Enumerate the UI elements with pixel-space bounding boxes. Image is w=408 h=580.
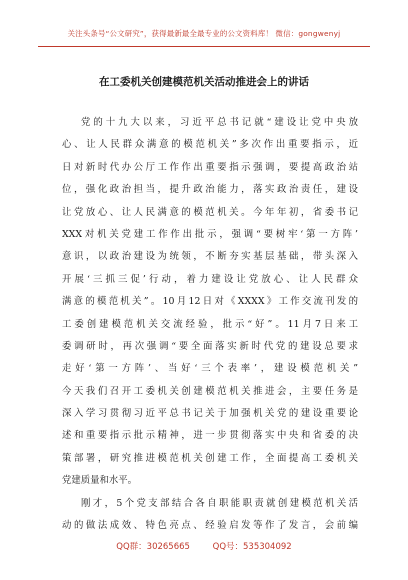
body-line: 日对新时代办公厅工作作出重要指示强调，要提高政治站	[62, 161, 358, 173]
body-line: 委调研时，再次强调“要全面落实新时代党的建设总要求	[62, 340, 358, 352]
body-line: 走好‘第一方阵’、当好‘三个表率’，建设模范机关”	[62, 363, 358, 375]
document-body	[62, 112, 358, 537]
footer-qq-group: QQ群：30265665	[116, 542, 190, 552]
header-divider	[38, 46, 370, 47]
body-line: 开展‘三抓三促’行动，着力建设让党放心、让人民群众	[62, 273, 358, 285]
body-line: 党建质量和水平。	[62, 475, 138, 487]
document-title: 在工委机关创建模范机关活动推进会上的讲话	[99, 76, 309, 88]
body-line: 位，强化政治担当，提升政治能力，落实政治责任，建设	[62, 184, 358, 196]
body-line: 述和重要指示批示精神，进一步贯彻落实中央和省委的决	[62, 430, 358, 442]
body-line: 深入学习贯彻习近平总书记关于加强机关党的建设重要论	[62, 408, 358, 420]
footer-qq-number: QQ号：535304092	[212, 542, 292, 552]
body-line: 心、让人民群众满意的模范机关”多次作出重要指示，近	[62, 139, 358, 151]
body-line: 党的十九大以来，习近平总书记就“建设让党中央放	[81, 117, 358, 128]
body-line: 满意的模范机关”。10月12日对《XXXX》工作交流刊发的	[62, 296, 358, 308]
body-line: XXX对机关党建工作作出批示，强调“要树牢‘第一方阵’	[62, 228, 358, 240]
body-line: 让党放心、让人民满意的模范机关。今年年初，省委书记	[62, 206, 358, 218]
body-line: 意识，以政治建设为统领，不断夯实基层基础，带头深入	[62, 251, 358, 263]
body-line: 今天我们召开工委机关创建模范机关推进会，主要任务是	[62, 385, 358, 397]
body-line: 策部署，研究推进模范机关创建工作，全面提高工委机关	[62, 452, 358, 464]
body-line: 动的做法成效、特色亮点、经验启发等作了发言，会前编	[62, 520, 358, 532]
body-line: 工委创建模范机关交流经验，批示“好”。11月7日来工	[62, 318, 358, 330]
footer-contact	[0, 540, 408, 552]
header-banner: 关注头条号“公文研究”，获得最新最全最专业的公文资料库！ 微信：gongwenyj	[67, 29, 341, 38]
body-line: 刚才，5个党支部结合各自职能职责就创建模范机关活	[81, 497, 358, 509]
